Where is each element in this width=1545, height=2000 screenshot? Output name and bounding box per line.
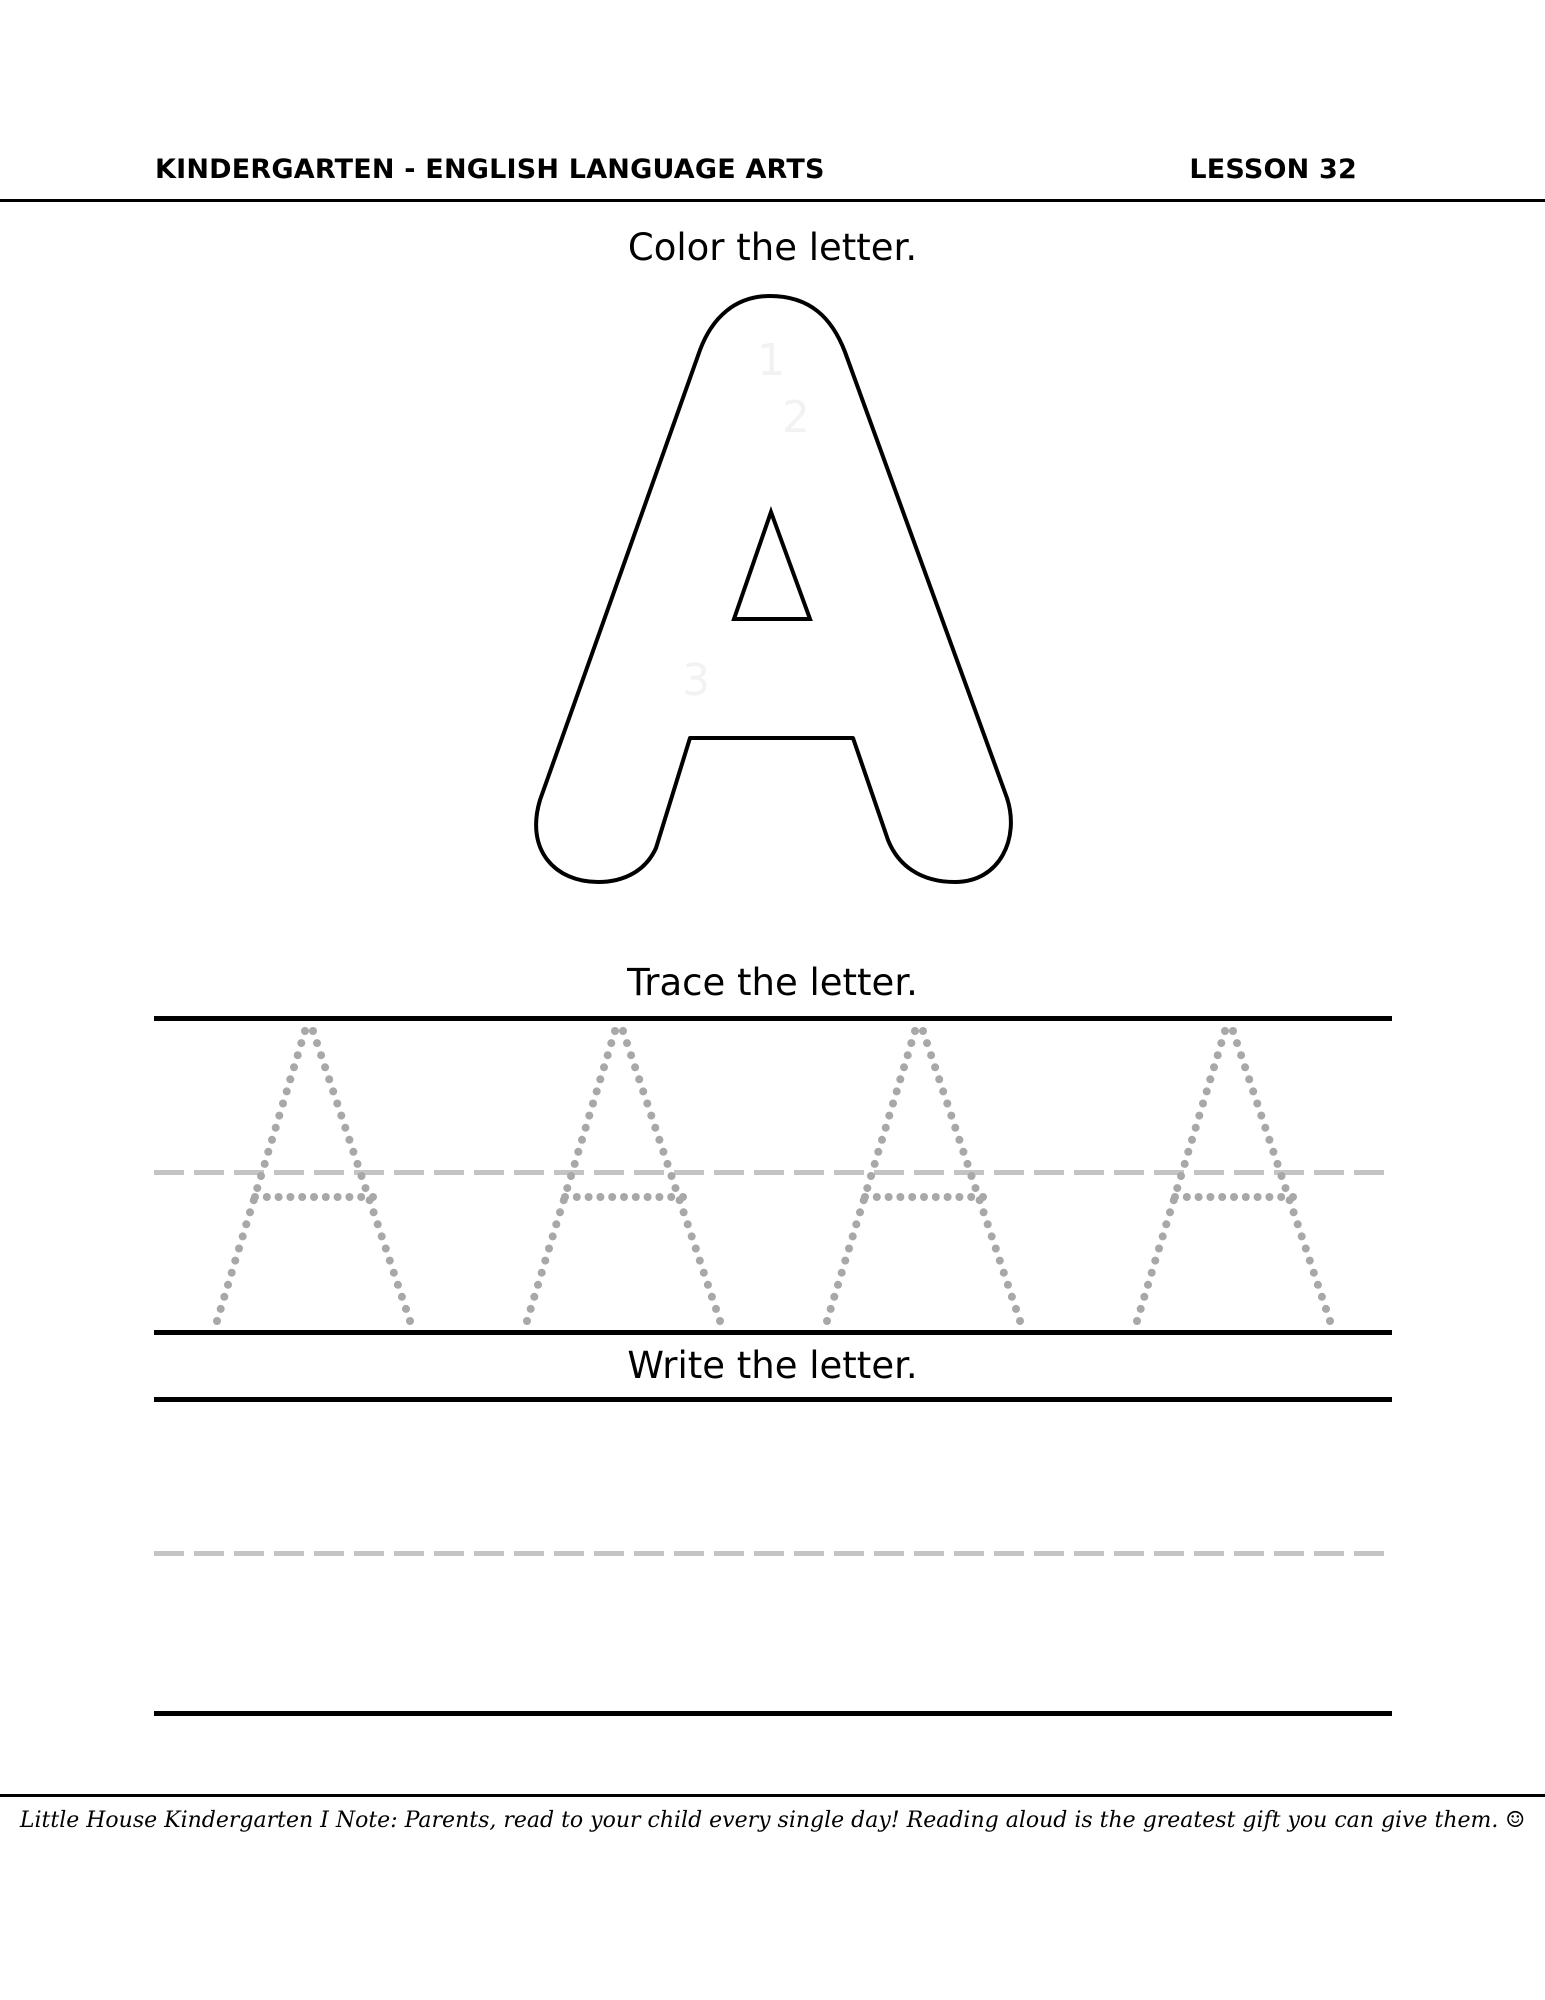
write-instruction: Write the letter.: [627, 1344, 918, 1387]
stroke-number-2: 2: [782, 392, 810, 443]
stroke-number-3: 3: [682, 655, 710, 706]
stroke-number-1: 1: [757, 335, 785, 386]
write-midline[interactable]: [154, 1551, 1392, 1556]
write-top-line[interactable]: [154, 1397, 1392, 1402]
footer-divider: [0, 1794, 1545, 1797]
trace-instruction: Trace the letter.: [627, 961, 918, 1004]
trace-letter-2[interactable]: [523, 1027, 724, 1325]
trace-letter-4[interactable]: [1133, 1027, 1334, 1325]
footer-note: Little House Kindergarten I Note: Parents, read to your child every single day! Reading aloud is the greatest gift you can give them. ☺: [19, 1808, 1526, 1833]
worksheet-subject: KINDERGARTEN - ENGLISH LANGUAGE ARTS: [155, 154, 825, 185]
color-instruction: Color the letter.: [627, 226, 918, 269]
trace-letter-3[interactable]: [823, 1027, 1024, 1325]
lesson-number: LESSON 32: [1189, 154, 1357, 185]
trace-letter-1[interactable]: [213, 1027, 414, 1325]
write-baseline[interactable]: [154, 1711, 1392, 1716]
